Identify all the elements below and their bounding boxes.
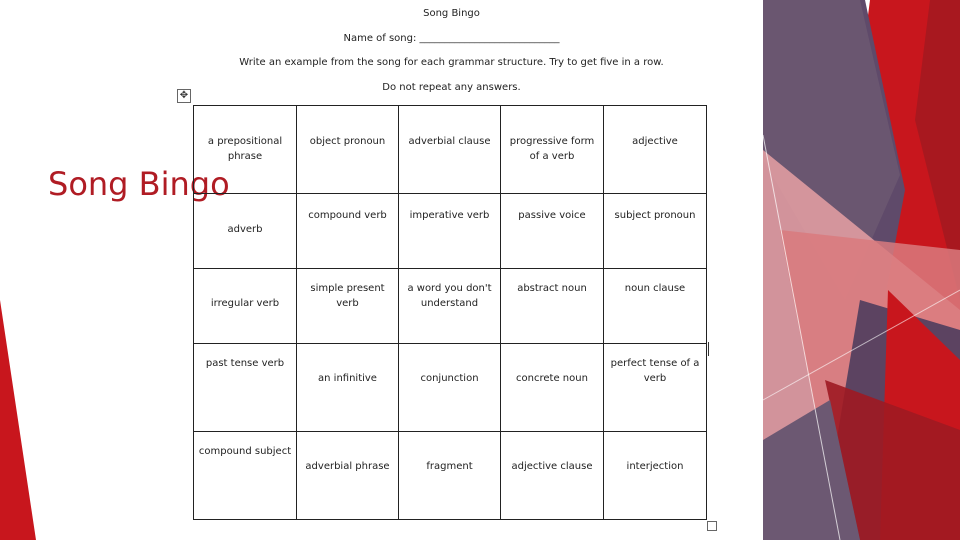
- move-handle-icon[interactable]: ✥: [177, 89, 191, 103]
- bingo-cell: adverbial clause: [399, 106, 501, 194]
- worksheet-instruction: Write an example from the song for each grammar structure. Try to get five in a row.: [239, 57, 664, 68]
- bingo-row: [194, 106, 707, 194]
- bingo-cell: noun clause: [604, 269, 707, 344]
- bingo-cell: adjective clause: [501, 432, 604, 520]
- worksheet-note: Do not repeat any answers.: [382, 82, 521, 93]
- song-name-line: Name of song: ____________________________: [343, 33, 560, 44]
- resize-handle-icon[interactable]: [707, 521, 717, 531]
- bingo-cell: concrete noun: [501, 344, 604, 432]
- bingo-cell: subject pronoun: [604, 194, 707, 269]
- bingo-cell: simple present verb: [297, 269, 399, 344]
- bingo-cell: conjunction: [399, 344, 501, 432]
- bingo-cell: a word you don't understand: [399, 269, 501, 344]
- bingo-cell: compound subject: [194, 432, 297, 520]
- bingo-cell: an infinitive: [297, 344, 399, 432]
- worksheet-title: Song Bingo: [423, 8, 480, 19]
- bingo-cell: perfect tense of a verb: [604, 344, 707, 432]
- bingo-grid: [193, 105, 707, 520]
- bingo-row: [194, 194, 707, 269]
- bingo-cell: a prepositional phrase: [194, 106, 297, 194]
- text-cursor: [708, 342, 709, 356]
- bingo-cell: fragment: [399, 432, 501, 520]
- bingo-cell: abstract noun: [501, 269, 604, 344]
- bingo-cell: compound verb: [297, 194, 399, 269]
- bingo-cell: past tense verb: [194, 344, 297, 432]
- bingo-cell: object pronoun: [297, 106, 399, 194]
- bingo-row: [194, 344, 707, 432]
- bingo-cell: imperative verb: [399, 194, 501, 269]
- bingo-cell: progressive form of a verb: [501, 106, 604, 194]
- bingo-row: [194, 432, 707, 520]
- bingo-cell: adverb: [194, 194, 297, 269]
- bingo-cell: irregular verb: [194, 269, 297, 344]
- bingo-cell: passive voice: [501, 194, 604, 269]
- slide-title: Song Bingo: [48, 165, 230, 203]
- bingo-row: [194, 269, 707, 344]
- bingo-cell: adjective: [604, 106, 707, 194]
- bingo-cell: adverbial phrase: [297, 432, 399, 520]
- bingo-cell: interjection: [604, 432, 707, 520]
